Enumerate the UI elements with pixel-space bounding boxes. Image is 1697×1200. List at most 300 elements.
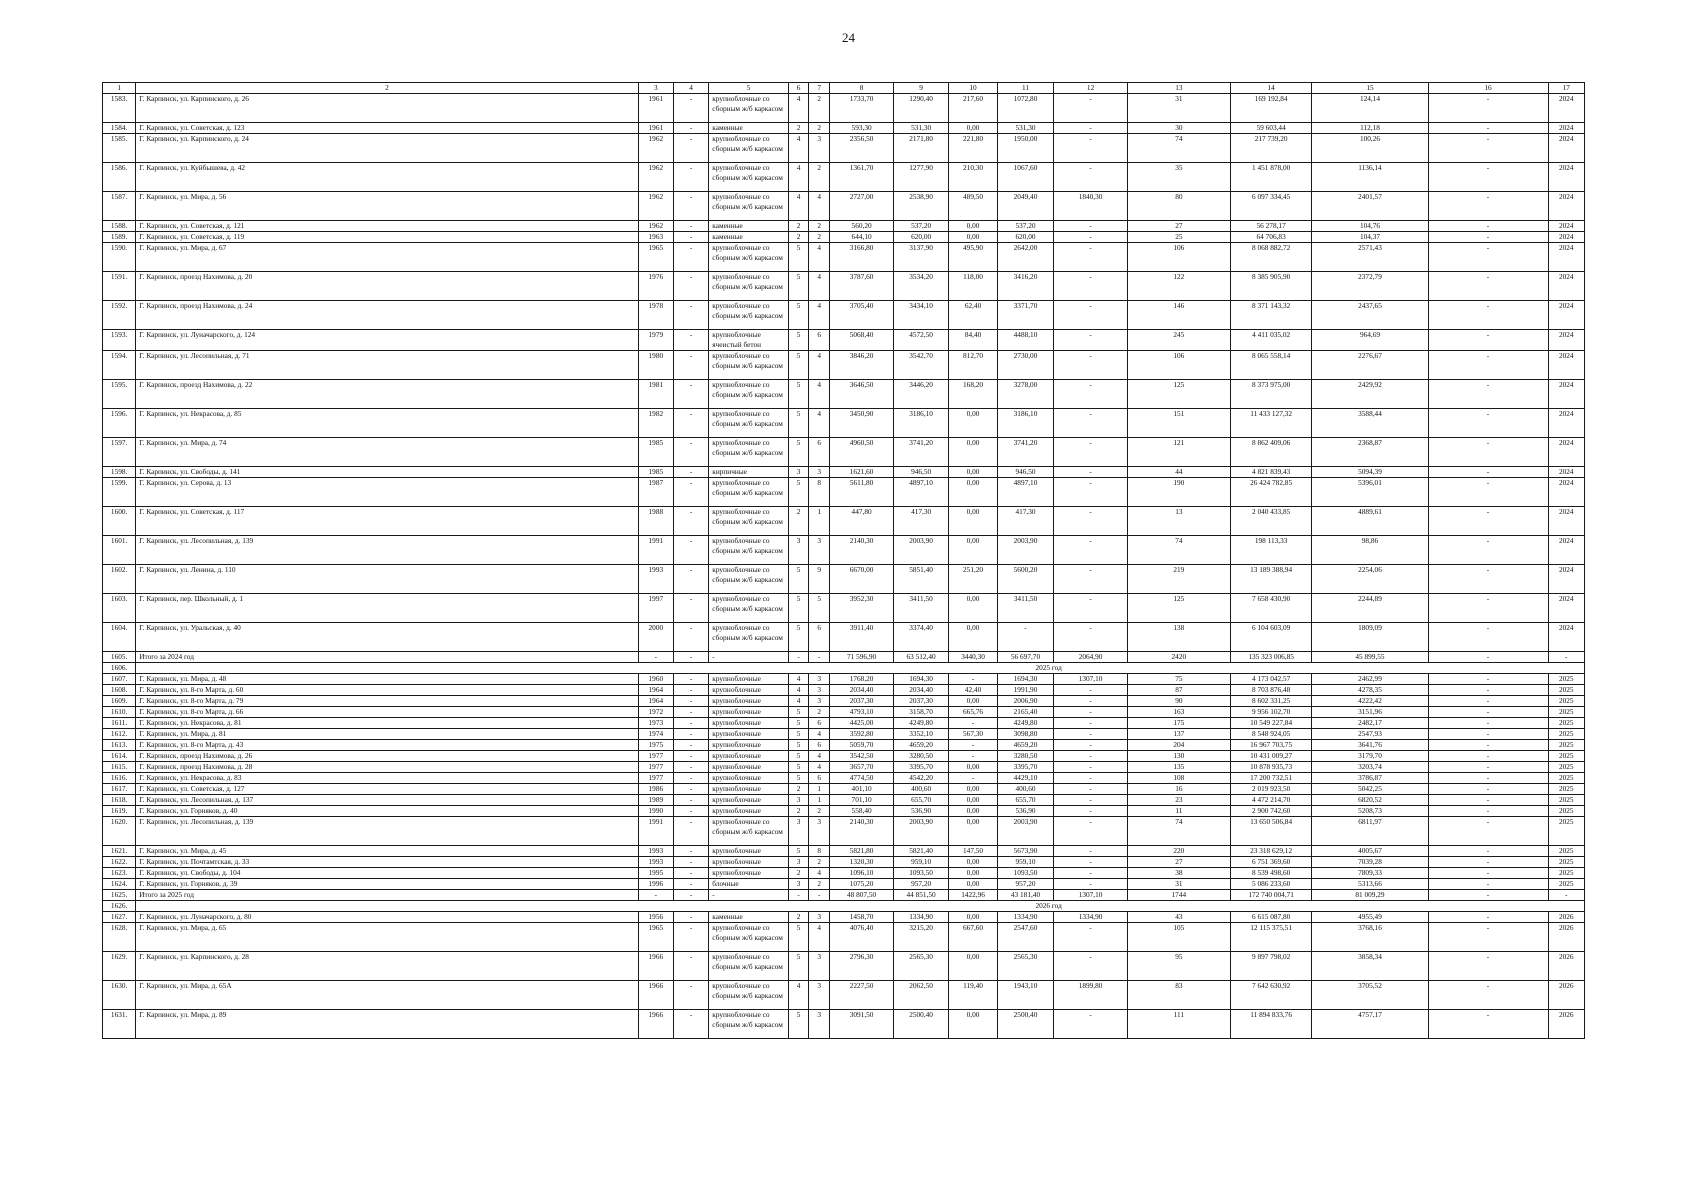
table-cell: 0,00 — [949, 806, 997, 817]
table-cell: крупноблочные со сборным ж/б каркасом — [709, 272, 789, 301]
table-cell: 1961 — [638, 123, 673, 134]
table-cell: 2 — [788, 221, 808, 232]
table-cell: 1621,60 — [830, 467, 894, 478]
table-cell: - — [1054, 301, 1128, 330]
table-cell: 1989 — [638, 795, 673, 806]
table-cell: - — [1428, 536, 1548, 565]
table-cell: - — [1428, 272, 1548, 301]
table-cell: 2024 — [1548, 123, 1584, 134]
table-cell: 5 — [788, 409, 808, 438]
table-cell: 121 — [1127, 438, 1230, 467]
table-cell: 417,30 — [893, 507, 948, 536]
table-cell: - — [1428, 795, 1548, 806]
table-cell: 2538,90 — [893, 192, 948, 221]
table-row — [103, 221, 1585, 232]
table-cell: 1136,14 — [1312, 163, 1428, 192]
table-cell: 3450,90 — [830, 409, 894, 438]
table-cell: - — [1054, 409, 1128, 438]
table-cell: крупноблочные — [709, 846, 789, 857]
table-cell: 1629. — [103, 952, 136, 981]
table-cell: 1334,90 — [997, 912, 1053, 923]
table-cell: 5068,40 — [830, 330, 894, 351]
table-cell: 1977 — [638, 751, 673, 762]
table-cell: 3768,16 — [1312, 923, 1428, 952]
table-cell: - — [673, 923, 708, 952]
table-cell: 4 — [809, 751, 830, 762]
table-cell: крупноблочные со сборным ж/б каркасом — [709, 301, 789, 330]
table-cell: 946,50 — [997, 467, 1053, 478]
table-cell: 0,00 — [949, 1010, 997, 1039]
table-cell: 4 — [809, 301, 830, 330]
table-cell: 168,20 — [949, 380, 997, 409]
table-cell: 2565,30 — [893, 952, 948, 981]
table-cell: Г. Карпинск, ул. 8-го Марта, д. 66 — [136, 707, 638, 718]
table-cell: 112,18 — [1312, 123, 1428, 134]
table-cell: 74 — [1127, 817, 1230, 846]
table-cell: 1584. — [103, 123, 136, 134]
table-cell: Г. Карпинск, ул. Некрасова, д. 81 — [136, 718, 638, 729]
table-cell: - — [1428, 409, 1548, 438]
table-cell: 5 — [788, 846, 808, 857]
table-cell: 0,00 — [949, 221, 997, 232]
table-cell: - — [673, 952, 708, 981]
table-cell: 1744 — [1127, 890, 1230, 901]
table-cell: 2 — [788, 123, 808, 134]
table-cell: 3186,10 — [997, 409, 1053, 438]
table-cell: - — [1428, 806, 1548, 817]
table-cell: 30 — [1127, 123, 1230, 134]
table-cell: 1290,40 — [893, 94, 948, 123]
table-cell: 5 — [788, 740, 808, 751]
table-row — [103, 817, 1585, 846]
table-cell: - — [673, 879, 708, 890]
table-cell: 104,76 — [1312, 221, 1428, 232]
table-cell: - — [1428, 685, 1548, 696]
table-cell: 701,10 — [830, 795, 894, 806]
table-cell: 620,00 — [893, 232, 948, 243]
table-cell: 1591. — [103, 272, 136, 301]
row-number-cell: 1626. — [103, 901, 136, 912]
table-cell: - — [1054, 762, 1128, 773]
table-cell: 3186,10 — [893, 409, 948, 438]
table-cell: 1993 — [638, 846, 673, 857]
table-cell: 3446,20 — [893, 380, 948, 409]
table-cell: Г. Карпинск, ул. Лесопильная, д. 137 — [136, 795, 638, 806]
table-cell: 27 — [1127, 857, 1230, 868]
table-cell: крупноблочные со сборным ж/б каркасом — [709, 565, 789, 594]
table-cell: - — [1054, 467, 1128, 478]
table-cell: - — [1428, 952, 1548, 981]
table-cell: 1320,30 — [830, 857, 894, 868]
table-cell: - — [673, 817, 708, 846]
table-cell: 3158,70 — [893, 707, 948, 718]
table-cell: каменные — [709, 912, 789, 923]
table-cell: 1614. — [103, 751, 136, 762]
table-cell: 6811,97 — [1312, 817, 1428, 846]
table-cell: 0,00 — [949, 438, 997, 467]
table-cell: Г. Карпинск, пер. Школьный, д. 1 — [136, 594, 638, 623]
table-cell: 84,40 — [949, 330, 997, 351]
table-cell: Г. Карпинск, ул. Советская, д. 119 — [136, 232, 638, 243]
table-cell: - — [673, 707, 708, 718]
table-cell: - — [1054, 952, 1128, 981]
table-cell: 560,20 — [830, 221, 894, 232]
table-cell: крупноблочные со сборным ж/б каркасом — [709, 192, 789, 221]
table-cell: Г. Карпинск, проезд Нахимова, д. 22 — [136, 380, 638, 409]
table-cell: 1768,20 — [830, 674, 894, 685]
table-cell: 1628. — [103, 923, 136, 952]
table-cell: 1616. — [103, 773, 136, 784]
table-cell: 2025 — [1548, 751, 1584, 762]
table-cell: 3646,50 — [830, 380, 894, 409]
table-cell: крупноблочные со сборным ж/б каркасом — [709, 243, 789, 272]
table-cell: 251,20 — [949, 565, 997, 594]
table-cell: 3 — [788, 536, 808, 565]
table-cell: 2642,00 — [997, 243, 1053, 272]
table-cell: 1965 — [638, 243, 673, 272]
table-cell: 1694,30 — [893, 674, 948, 685]
table-cell: 4249,80 — [997, 718, 1053, 729]
table-row — [103, 740, 1585, 751]
table-cell: - — [673, 674, 708, 685]
table-cell: 3657,70 — [830, 762, 894, 773]
table-cell: 44 851,50 — [893, 890, 948, 901]
table-cell: - — [1428, 623, 1548, 652]
table-cell: - — [673, 685, 708, 696]
table-cell: 1623. — [103, 868, 136, 879]
table-cell: - — [949, 751, 997, 762]
table-cell: 4 821 839,43 — [1230, 467, 1312, 478]
year-section-label: 2025 год — [136, 663, 1585, 674]
table-cell: 11 894 833,76 — [1230, 1010, 1312, 1039]
table-row — [103, 623, 1585, 652]
table-row — [103, 762, 1585, 773]
table-row — [103, 192, 1585, 221]
table-cell: 1950,00 — [997, 134, 1053, 163]
table-cell: - — [1428, 565, 1548, 594]
table-cell: Г. Карпинск, ул. 8-го Марта, д. 60 — [136, 685, 638, 696]
table-cell: 3411,50 — [893, 594, 948, 623]
table-cell: 2 — [788, 232, 808, 243]
table-row — [103, 981, 1585, 1010]
table-cell: Г. Карпинск, ул. Луначарского, д. 80 — [136, 912, 638, 923]
table-cell: 1993 — [638, 857, 673, 868]
table-cell: 489,50 — [949, 192, 997, 221]
table-cell: - — [1054, 478, 1128, 507]
table-cell: - — [1054, 330, 1128, 351]
table-cell: 2026 — [1548, 912, 1584, 923]
table-cell: 3 — [809, 696, 830, 707]
table-cell: 4 — [809, 380, 830, 409]
table-cell: 957,20 — [893, 879, 948, 890]
table-cell: 1987 — [638, 478, 673, 507]
table-cell: 0,00 — [949, 623, 997, 652]
table-cell: 665,76 — [949, 707, 997, 718]
table-cell: Г. Карпинск, ул. Мира, д. 81 — [136, 729, 638, 740]
table-cell: 5611,80 — [830, 478, 894, 507]
table-cell: 1974 — [638, 729, 673, 740]
table-cell: - — [673, 94, 708, 123]
table-cell: 4 — [788, 94, 808, 123]
column-number-cell: 6 — [788, 83, 808, 94]
table-cell: 10 549 227,84 — [1230, 718, 1312, 729]
table-cell: 1975 — [638, 740, 673, 751]
table-cell: 655,70 — [997, 795, 1053, 806]
table-cell: 400,60 — [893, 784, 948, 795]
table-cell: - — [1054, 685, 1128, 696]
table-cell: 3166,80 — [830, 243, 894, 272]
table-cell: 1995 — [638, 868, 673, 879]
table-cell: 3846,20 — [830, 351, 894, 380]
table-cell: 3 — [788, 857, 808, 868]
table-row — [103, 707, 1585, 718]
table-cell: 3395,70 — [997, 762, 1053, 773]
table-cell: крупноблочные — [709, 795, 789, 806]
table-cell: 1978 — [638, 301, 673, 330]
table-cell: 11 — [1127, 806, 1230, 817]
table-row — [103, 952, 1585, 981]
table-cell: 0,00 — [949, 868, 997, 879]
table-cell: 163 — [1127, 707, 1230, 718]
table-cell: 1962 — [638, 192, 673, 221]
table-cell: Г. Карпинск, ул. Горняков, д. 40 — [136, 806, 638, 817]
table-row — [103, 846, 1585, 857]
table-cell: 5821,80 — [830, 846, 894, 857]
table-cell: 2 900 742,60 — [1230, 806, 1312, 817]
table-cell: 2026 — [1548, 923, 1584, 952]
table-cell: - — [1054, 1010, 1128, 1039]
table-cell: 16 — [1127, 784, 1230, 795]
table-cell: - — [1428, 696, 1548, 707]
table-cell: - — [673, 981, 708, 1010]
table-cell: 6670,00 — [830, 565, 894, 594]
table-cell: крупноблочные со сборным ж/б каркасом — [709, 981, 789, 1010]
table-cell: 1619. — [103, 806, 136, 817]
table-cell: - — [673, 806, 708, 817]
table-cell: Г. Карпинск, проезд Нахимова, д. 28 — [136, 762, 638, 773]
table-cell: - — [997, 623, 1053, 652]
table-cell: 4 411 035,02 — [1230, 330, 1312, 351]
table-cell: - — [1054, 123, 1128, 134]
table-cell: - — [1428, 134, 1548, 163]
table-cell: Г. Карпинск, ул. Мира, д. 56 — [136, 192, 638, 221]
table-cell: 1613. — [103, 740, 136, 751]
table-row — [103, 134, 1585, 163]
table-cell: 2368,87 — [1312, 438, 1428, 467]
table-cell: 2025 — [1548, 795, 1584, 806]
table-cell: Г. Карпинск, ул. Луначарского, д. 124 — [136, 330, 638, 351]
table-cell: 2482,17 — [1312, 718, 1428, 729]
table-cell: 2003,90 — [893, 536, 948, 565]
table-row — [103, 879, 1585, 890]
table-cell: Г. Карпинск, ул. Мира, д. 65А — [136, 981, 638, 1010]
table-cell: 1604. — [103, 623, 136, 652]
table-cell: 119,40 — [949, 981, 997, 1010]
table-cell: 1334,90 — [1054, 912, 1128, 923]
table-cell: - — [1054, 740, 1128, 751]
table-cell: 0,00 — [949, 409, 997, 438]
table-cell: 5059,70 — [830, 740, 894, 751]
table-cell: 1621. — [103, 846, 136, 857]
table-cell: - — [1428, 923, 1548, 952]
table-cell: 3542,70 — [893, 351, 948, 380]
table-cell: 2024 — [1548, 243, 1584, 272]
table-cell: - — [1428, 729, 1548, 740]
table-cell: 2356,50 — [830, 134, 894, 163]
table-cell: 1590. — [103, 243, 136, 272]
table-cell: - — [1428, 221, 1548, 232]
table-cell: 3280,50 — [893, 751, 948, 762]
table-cell: 1965 — [638, 923, 673, 952]
table-cell: 0,00 — [949, 817, 997, 846]
table-cell: - — [673, 912, 708, 923]
table-cell: 23 318 629,12 — [1230, 846, 1312, 857]
table-cell: 2025 — [1548, 879, 1584, 890]
table-cell: 3 — [809, 467, 830, 478]
table-cell: - — [1054, 923, 1128, 952]
table-cell: 0,00 — [949, 536, 997, 565]
table-cell: крупноблочные со сборным ж/б каркасом — [709, 380, 789, 409]
table-cell: Г. Карпинск, ул. Советская, д. 117 — [136, 507, 638, 536]
table-cell: - — [1054, 846, 1128, 857]
table-cell: - — [1428, 94, 1548, 123]
table-cell: 4005,67 — [1312, 846, 1428, 857]
table-cell: - — [1428, 718, 1548, 729]
table-cell: 2 — [788, 806, 808, 817]
table-cell: 1075,20 — [830, 879, 894, 890]
column-number-cell: 17 — [1548, 83, 1584, 94]
table-cell: 217,60 — [949, 94, 997, 123]
table-cell: - — [1428, 192, 1548, 221]
table-cell: 2730,00 — [997, 351, 1053, 380]
table-cell: 108 — [1127, 773, 1230, 784]
table-cell: 3 — [788, 467, 808, 478]
table-cell: 1609. — [103, 696, 136, 707]
column-number-cell: 8 — [830, 83, 894, 94]
table-cell: 2025 — [1548, 762, 1584, 773]
table-cell: 1093,50 — [997, 868, 1053, 879]
table-cell: - — [1054, 536, 1128, 565]
table-cell: 2024 — [1548, 134, 1584, 163]
table-cell: 4425,00 — [830, 718, 894, 729]
table-cell: - — [673, 192, 708, 221]
table-cell: 1962 — [638, 134, 673, 163]
table-cell: Г. Карпинск, ул. Мира, д. 65 — [136, 923, 638, 952]
table-cell: 4 — [809, 243, 830, 272]
table-row — [103, 94, 1585, 123]
table-row — [103, 751, 1585, 762]
table-cell: крупноблочные со сборным ж/б каркасом — [709, 163, 789, 192]
table-cell: 1956 — [638, 912, 673, 923]
table-cell: Г. Карпинск, ул. Свободы, д. 141 — [136, 467, 638, 478]
table-cell: - — [1054, 438, 1128, 467]
table-cell: - — [788, 890, 808, 901]
table-cell: - — [673, 478, 708, 507]
table-cell: 63 512,40 — [893, 652, 948, 663]
table-cell: 2037,30 — [830, 696, 894, 707]
table-cell: 3858,34 — [1312, 952, 1428, 981]
table-cell: 4774,50 — [830, 773, 894, 784]
table-cell: 0,00 — [949, 879, 997, 890]
table-cell: 536,90 — [997, 806, 1053, 817]
table-cell: - — [1428, 438, 1548, 467]
table-cell: 6 097 334,45 — [1230, 192, 1312, 221]
table-cell: 106 — [1127, 351, 1230, 380]
table-cell: 2025 — [1548, 857, 1584, 868]
table-cell: 2140,30 — [830, 817, 894, 846]
table-cell: крупноблочные со сборным ж/б каркасом — [709, 507, 789, 536]
table-cell: Г. Карпинск, ул. Мира, д. 45 — [136, 846, 638, 857]
table-cell: 2024 — [1548, 232, 1584, 243]
table-row — [103, 123, 1585, 134]
table-cell: Г. Карпинск, ул. Советская, д. 121 — [136, 221, 638, 232]
table-cell: 957,20 — [997, 879, 1053, 890]
table-cell: 3 — [788, 795, 808, 806]
table-cell: 74 — [1127, 536, 1230, 565]
table-cell: крупноблочные со сборным ж/б каркасом — [709, 409, 789, 438]
table-cell: - — [1054, 718, 1128, 729]
table-cell: 31 — [1127, 879, 1230, 890]
table-cell: - — [1054, 623, 1128, 652]
table-cell: 8 065 558,14 — [1230, 351, 1312, 380]
table-cell: 5 — [788, 718, 808, 729]
table-cell: 5 086 233,60 — [1230, 879, 1312, 890]
table-cell: 105 — [1127, 923, 1230, 952]
table-cell: 6 — [809, 330, 830, 351]
table-cell: 1093,50 — [893, 868, 948, 879]
table-row — [103, 912, 1585, 923]
table-cell: 3 — [809, 1010, 830, 1039]
table-cell: 946,50 — [893, 467, 948, 478]
table-cell: 1602. — [103, 565, 136, 594]
table-cell: крупноблочные — [709, 685, 789, 696]
table-cell: 2049,40 — [997, 192, 1053, 221]
table-cell: 3786,87 — [1312, 773, 1428, 784]
table-cell: крупноблочные — [709, 784, 789, 795]
table-row — [103, 729, 1585, 740]
table-cell: 80 — [1127, 192, 1230, 221]
table-cell: 43 — [1127, 912, 1230, 923]
table-cell: 1981 — [638, 380, 673, 409]
table-cell: крупноблочные со сборным ж/б каркасом — [709, 1010, 789, 1039]
table-cell: 0,00 — [949, 123, 997, 134]
table-cell: 8 703 876,48 — [1230, 685, 1312, 696]
table-cell: - — [1428, 817, 1548, 846]
table-cell: 1612. — [103, 729, 136, 740]
table-cell: 1307,10 — [1054, 890, 1128, 901]
table-cell: 536,90 — [893, 806, 948, 817]
table-cell: 2025 — [1548, 718, 1584, 729]
table-cell: 5 — [788, 729, 808, 740]
table-cell: - — [673, 795, 708, 806]
table-cell: 4 — [788, 163, 808, 192]
table-cell: 1 451 878,00 — [1230, 163, 1312, 192]
table-cell: 2025 — [1548, 846, 1584, 857]
table-cell: - — [1054, 380, 1128, 409]
table-cell: 5 — [788, 623, 808, 652]
table-cell: 83 — [1127, 981, 1230, 1010]
table-cell: 2401,57 — [1312, 192, 1428, 221]
table-cell: 172 740 004,71 — [1230, 890, 1312, 901]
table-cell: 210,30 — [949, 163, 997, 192]
table-cell: 4278,35 — [1312, 685, 1428, 696]
table-cell: Г. Карпинск, проезд Нахимова, д. 26 — [136, 751, 638, 762]
table-row — [103, 243, 1585, 272]
table-cell: - — [1548, 890, 1584, 901]
table-cell: 62,40 — [949, 301, 997, 330]
table-cell: 7809,33 — [1312, 868, 1428, 879]
table-cell: 4 — [788, 981, 808, 1010]
